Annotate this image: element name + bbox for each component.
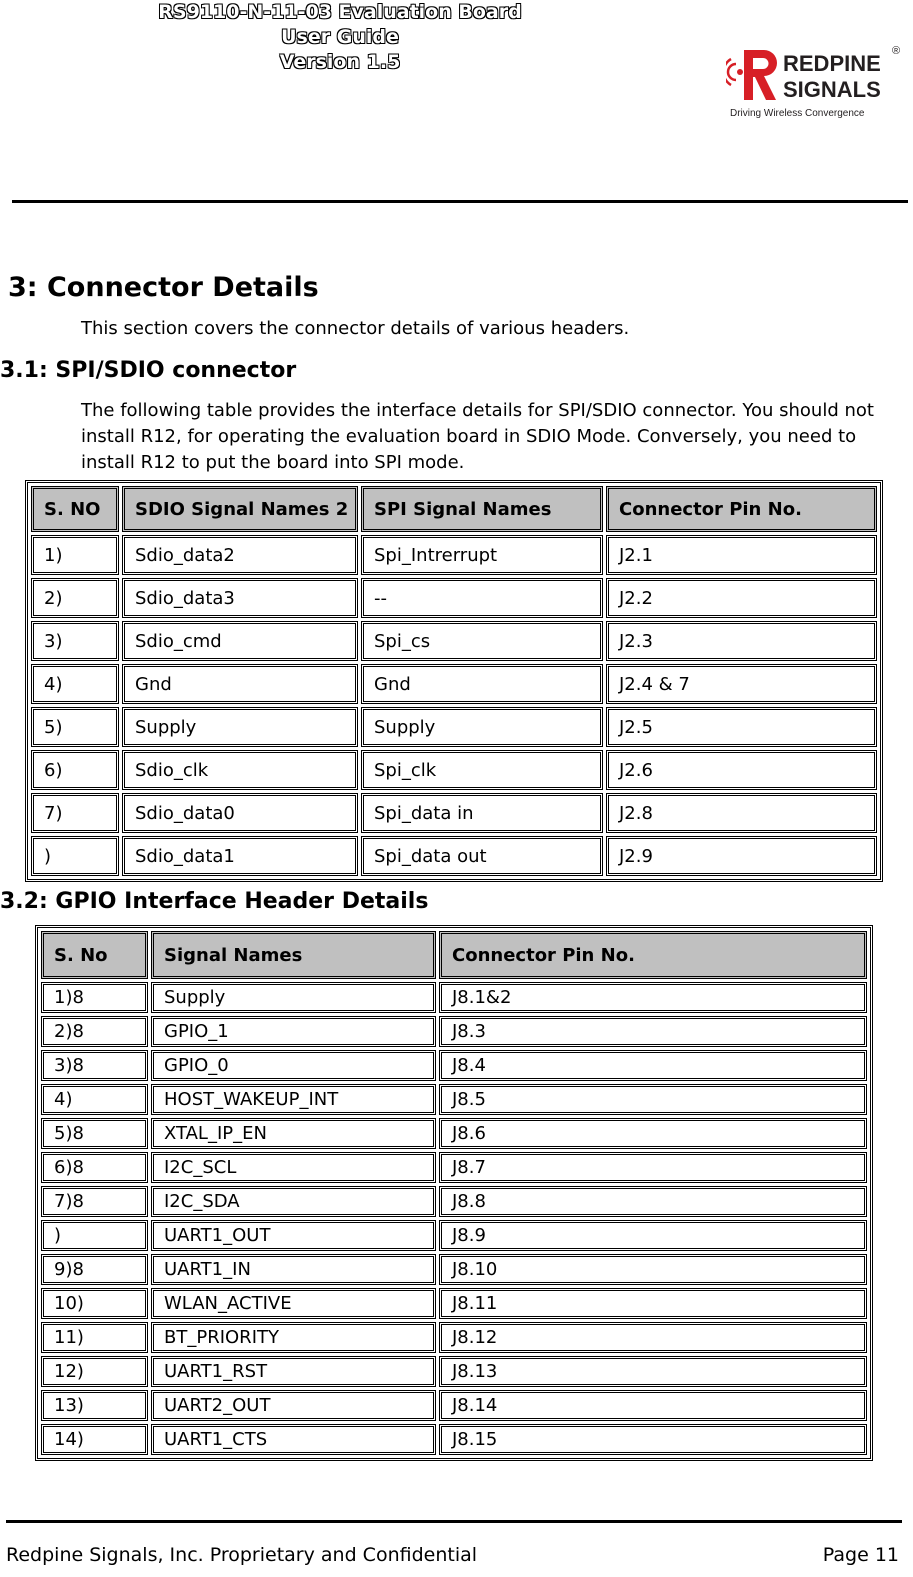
table-cell: 7) [31, 793, 119, 833]
header-title-line3: Version 1.5 [279, 51, 401, 73]
table-cell: Sdio_data2 [122, 535, 358, 575]
header-title-line2: User Guide [281, 26, 399, 48]
table-cell: GPIO_0 [151, 1050, 436, 1081]
table-cell: 3)8 [41, 1050, 148, 1081]
table-cell: Supply [361, 707, 603, 747]
table-cell: 2)8 [41, 1016, 148, 1047]
table-cell: J8.1&2 [439, 982, 867, 1013]
table-header-row [41, 931, 867, 979]
table-cell: J8.10 [439, 1254, 867, 1285]
table-cell: J2.6 [606, 750, 877, 790]
table-cell: UART1_IN [151, 1254, 436, 1285]
table-cell: J8.11 [439, 1288, 867, 1319]
header-title-line1: RS9110-N-11-03 Evaluation Board [158, 1, 522, 23]
table-cell: Spi_data in [361, 793, 603, 833]
table-row [41, 1084, 867, 1115]
table-cell: J2.2 [606, 578, 877, 618]
table-cell: -- [361, 578, 603, 618]
wireless-waves-icon [726, 59, 736, 85]
table-cell: WLAN_ACTIVE [151, 1288, 436, 1319]
table-row [41, 1254, 867, 1285]
column-header: S. NO [31, 486, 119, 532]
table-cell: Sdio_data1 [122, 836, 358, 876]
table-row [41, 1186, 867, 1217]
table-cell: Sdio_data0 [122, 793, 358, 833]
table-cell: J8.5 [439, 1084, 867, 1115]
table-cell: Sdio_clk [122, 750, 358, 790]
table-cell: J8.14 [439, 1390, 867, 1421]
table-cell: 3) [31, 621, 119, 661]
table-row [41, 982, 867, 1013]
table-cell: 13) [41, 1390, 148, 1421]
table-cell: Spi_cs [361, 621, 603, 661]
table-cell: 6)8 [41, 1152, 148, 1183]
table-cell: J8.13 [439, 1356, 867, 1387]
column-header: SDIO Signal Names 2 [122, 486, 358, 532]
column-header: SPI Signal Names [361, 486, 603, 532]
table-cell: 14) [41, 1424, 148, 1455]
table-cell: UART1_RST [151, 1356, 436, 1387]
table-row [31, 707, 877, 747]
table-cell: Supply [122, 707, 358, 747]
table-cell: J8.12 [439, 1322, 867, 1353]
column-header: S. No [41, 931, 148, 979]
table-cell: J8.7 [439, 1152, 867, 1183]
table-cell: J8.9 [439, 1220, 867, 1251]
logo-text-top: REDPINE [783, 51, 881, 76]
table-cell: 10) [41, 1288, 148, 1319]
redpine-logo [726, 42, 906, 122]
table-row [31, 621, 877, 661]
table-cell: ) [31, 836, 119, 876]
table-row [41, 1356, 867, 1387]
table-row [41, 1220, 867, 1251]
table-cell: 9)8 [41, 1254, 148, 1285]
table-row [41, 1016, 867, 1047]
table-cell: J8.3 [439, 1016, 867, 1047]
gpio-header-table [35, 925, 873, 1461]
document-header [140, 0, 540, 75]
table-row [31, 750, 877, 790]
gpio-section-title: 3.2: GPIO Interface Header Details [0, 889, 429, 914]
table-cell: Gnd [122, 664, 358, 704]
logo-r-mark [744, 50, 777, 100]
table-cell: HOST_WAKEUP_INT [151, 1084, 436, 1115]
table-header-row [31, 486, 877, 532]
table-cell: J2.9 [606, 836, 877, 876]
table-row [41, 1322, 867, 1353]
table-cell: J2.5 [606, 707, 877, 747]
table-cell: I2C_SDA [151, 1186, 436, 1217]
column-header: Connector Pin No. [439, 931, 867, 979]
footer-left-text: Redpine Signals, Inc. Proprietary and Confidential [6, 1544, 478, 1566]
table-row [31, 578, 877, 618]
table-cell: UART1_OUT [151, 1220, 436, 1251]
table-cell: J2.8 [606, 793, 877, 833]
table-cell: ) [41, 1220, 148, 1251]
table-cell: BT_PRIORITY [151, 1322, 436, 1353]
table-cell: 6) [31, 750, 119, 790]
table-cell: J2.3 [606, 621, 877, 661]
table-cell: 7)8 [41, 1186, 148, 1217]
table-cell: J8.4 [439, 1050, 867, 1081]
table-row [41, 1390, 867, 1421]
table-cell: Sdio_data3 [122, 578, 358, 618]
table-row [41, 1050, 867, 1081]
table-cell: UART2_OUT [151, 1390, 436, 1421]
table-cell: XTAL_IP_EN [151, 1118, 436, 1149]
table-cell: J2.1 [606, 535, 877, 575]
section-title: 3: Connector Details [8, 272, 319, 303]
logo-tagline: Driving Wireless Convergence [730, 108, 865, 119]
spi-sdio-table [25, 480, 883, 882]
table-cell: Spi_data out [361, 836, 603, 876]
table-cell: Gnd [361, 664, 603, 704]
table-cell: 4) [31, 664, 119, 704]
table-row [31, 535, 877, 575]
table-cell: Spi_clk [361, 750, 603, 790]
column-header: Connector Pin No. [606, 486, 877, 532]
spi-section-title: 3.1: SPI/SDIO connector [0, 358, 297, 383]
table-row [41, 1424, 867, 1455]
table-cell: Supply [151, 982, 436, 1013]
table-cell: Sdio_cmd [122, 621, 358, 661]
table-cell: 5) [31, 707, 119, 747]
table-cell: J8.6 [439, 1118, 867, 1149]
table-row [31, 836, 877, 876]
table-cell: 1)8 [41, 982, 148, 1013]
column-header: Signal Names [151, 931, 436, 979]
section-intro: This section covers the connector details of various headers. [81, 318, 630, 339]
table-cell: J8.8 [439, 1186, 867, 1217]
logo-text-bottom: SIGNALS [783, 77, 881, 102]
table-row [31, 793, 877, 833]
table-cell: UART1_CTS [151, 1424, 436, 1455]
table-row [41, 1152, 867, 1183]
header-rule [12, 200, 908, 203]
table-row [41, 1118, 867, 1149]
table-cell: GPIO_1 [151, 1016, 436, 1047]
table-cell: J2.4 & 7 [606, 664, 877, 704]
table-cell: 11) [41, 1322, 148, 1353]
footer-rule [6, 1520, 902, 1523]
table-cell: 4) [41, 1084, 148, 1115]
logo-registered: ® [892, 45, 901, 57]
table-row [41, 1288, 867, 1319]
table-cell: I2C_SCL [151, 1152, 436, 1183]
table-row [31, 664, 877, 704]
page-number: Page 11 [822, 1544, 899, 1566]
spi-section-paragraph: The following table provides the interface details for SPI/SDIO connector. You should not install R12, for operating the evaluation board in SDIO Mode. Conversely, you need to install R12 to put the board into SPI mode. [81, 400, 874, 473]
table-cell: Spi_Intrerrupt [361, 535, 603, 575]
table-cell: J8.15 [439, 1424, 867, 1455]
table-cell: 12) [41, 1356, 148, 1387]
table-cell: 2) [31, 578, 119, 618]
table-cell: 5)8 [41, 1118, 148, 1149]
table-cell: 1) [31, 535, 119, 575]
